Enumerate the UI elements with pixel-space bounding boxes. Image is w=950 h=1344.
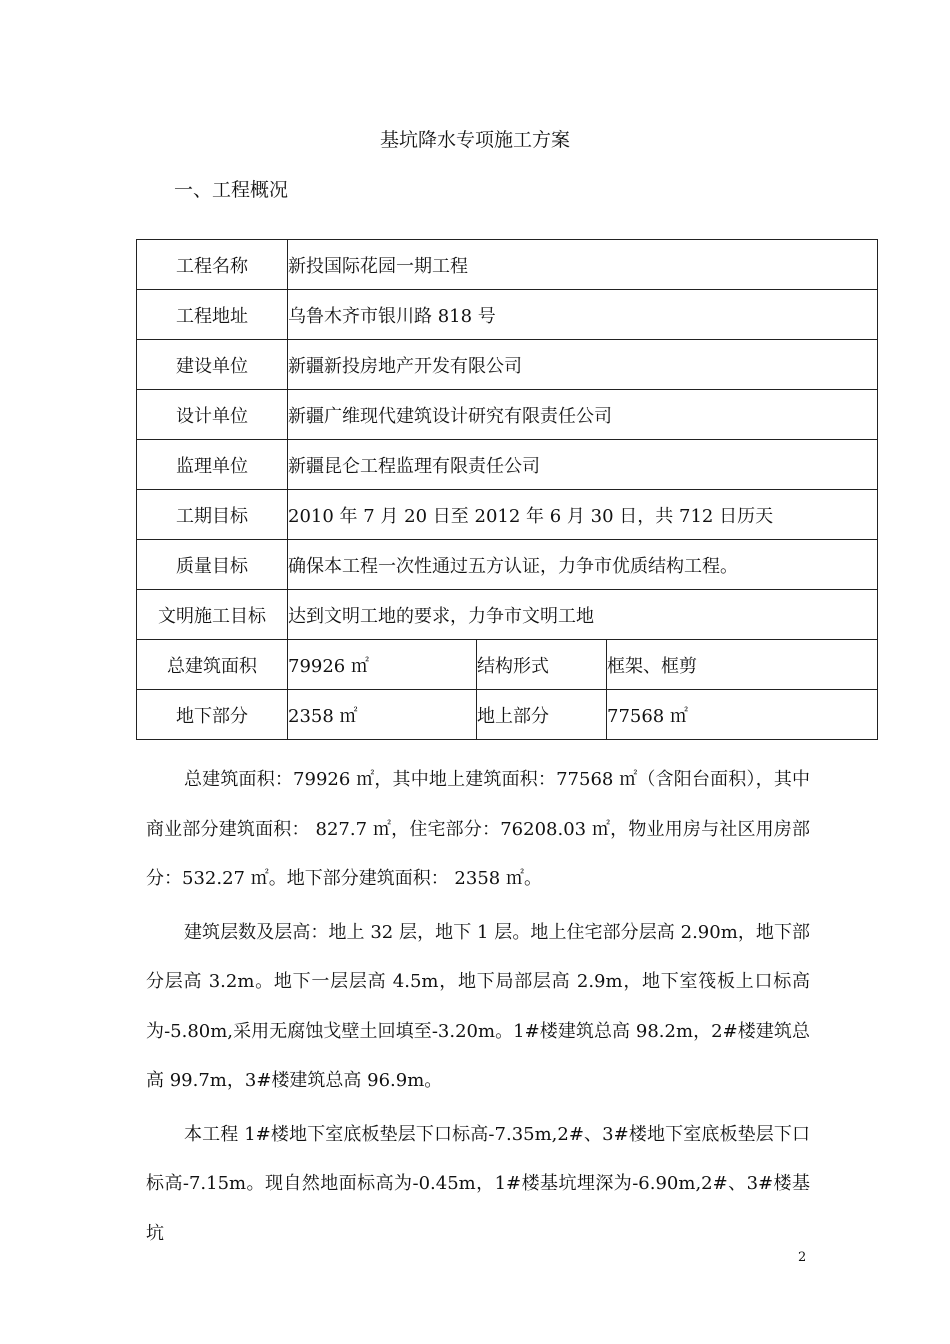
row-value: 新疆新投房地产开发有限公司 [288, 340, 878, 390]
row-value: 确保本工程一次性通过五方认证，力争市优质结构工程。 [288, 540, 878, 590]
row-label: 工程名称 [137, 240, 288, 290]
table-row [137, 540, 878, 590]
document-title: 基坑降水专项施工方案 [379, 129, 570, 151]
paragraph-floors: 建筑层数及层高：地上 32 层，地下 1 层。地上住宅部分层高 2.90m，地下部分层高 3.2m。地下一层层高 4.5m，地下局部层高 2.9m，地下室筏板上口标高为-5.80m,采用无腐蚀戈壁土回填至-3.20m。1#楼建筑总高 98.2m，2#楼建筑总高 99.7m，3#楼建筑总高 96.9m。 [146, 921, 810, 1091]
body-text [146, 755, 810, 1262]
table-row [137, 340, 878, 390]
table-row [137, 440, 878, 490]
table-row [137, 390, 878, 440]
row-sub-value: 77568 ㎡ [607, 690, 878, 740]
row-value: 2358 ㎡ [288, 690, 477, 740]
row-value: 新疆昆仑工程监理有限责任公司 [288, 440, 878, 490]
row-value: 新投国际花园一期工程 [288, 240, 878, 290]
table-row [137, 690, 878, 740]
paragraph-area: 总建筑面积：79926 ㎡，其中地上建筑面积：77568 ㎡（含阳台面积），其中商业部分建筑面积： 827.7 ㎡，住宅部分：76208.03 ㎡，物业用房与社区用房部分：532.27 ㎡。地下部分建筑面积： 2358 ㎡。 [146, 769, 810, 889]
row-sub-label: 地上部分 [477, 690, 607, 740]
row-label: 设计单位 [137, 390, 288, 440]
row-value: 新疆广维现代建筑设计研究有限责任公司 [288, 390, 878, 440]
row-sub-label: 结构形式 [477, 640, 607, 690]
table-row [137, 590, 878, 640]
row-label: 文明施工目标 [137, 590, 288, 640]
table-row [137, 240, 878, 290]
row-label: 地下部分 [137, 690, 288, 740]
row-sub-value: 框架、框剪 [607, 640, 878, 690]
project-overview-table [136, 239, 878, 740]
row-label: 总建筑面积 [137, 640, 288, 690]
row-value: 2010 年 7 月 20 日至 2012 年 6 月 30 日，共 712 日历天 [288, 490, 878, 540]
row-value: 乌鲁木齐市银川路 818 号 [288, 290, 878, 340]
row-label: 建设单位 [137, 340, 288, 390]
row-label: 质量目标 [137, 540, 288, 590]
row-label: 工程地址 [137, 290, 288, 340]
table-row [137, 290, 878, 340]
row-label: 监理单位 [137, 440, 288, 490]
page-number: 2 [798, 1250, 807, 1265]
row-label: 工期目标 [137, 490, 288, 540]
table-row [137, 640, 878, 690]
table-row [137, 490, 878, 540]
row-value: 79926 ㎡ [288, 640, 477, 690]
paragraph-elevation: 本工程 1#楼地下室底板垫层下口标高-7.35m,2#、3#楼地下室底板垫层下口标高-7.15m。现自然地面标高为-0.45m，1#楼基坑埋深为-6.90m,2#、3#楼基坑 [146, 1123, 810, 1244]
row-value: 达到文明工地的要求，力争市文明工地 [288, 590, 878, 640]
section-heading: 一、工程概况 [174, 179, 289, 201]
